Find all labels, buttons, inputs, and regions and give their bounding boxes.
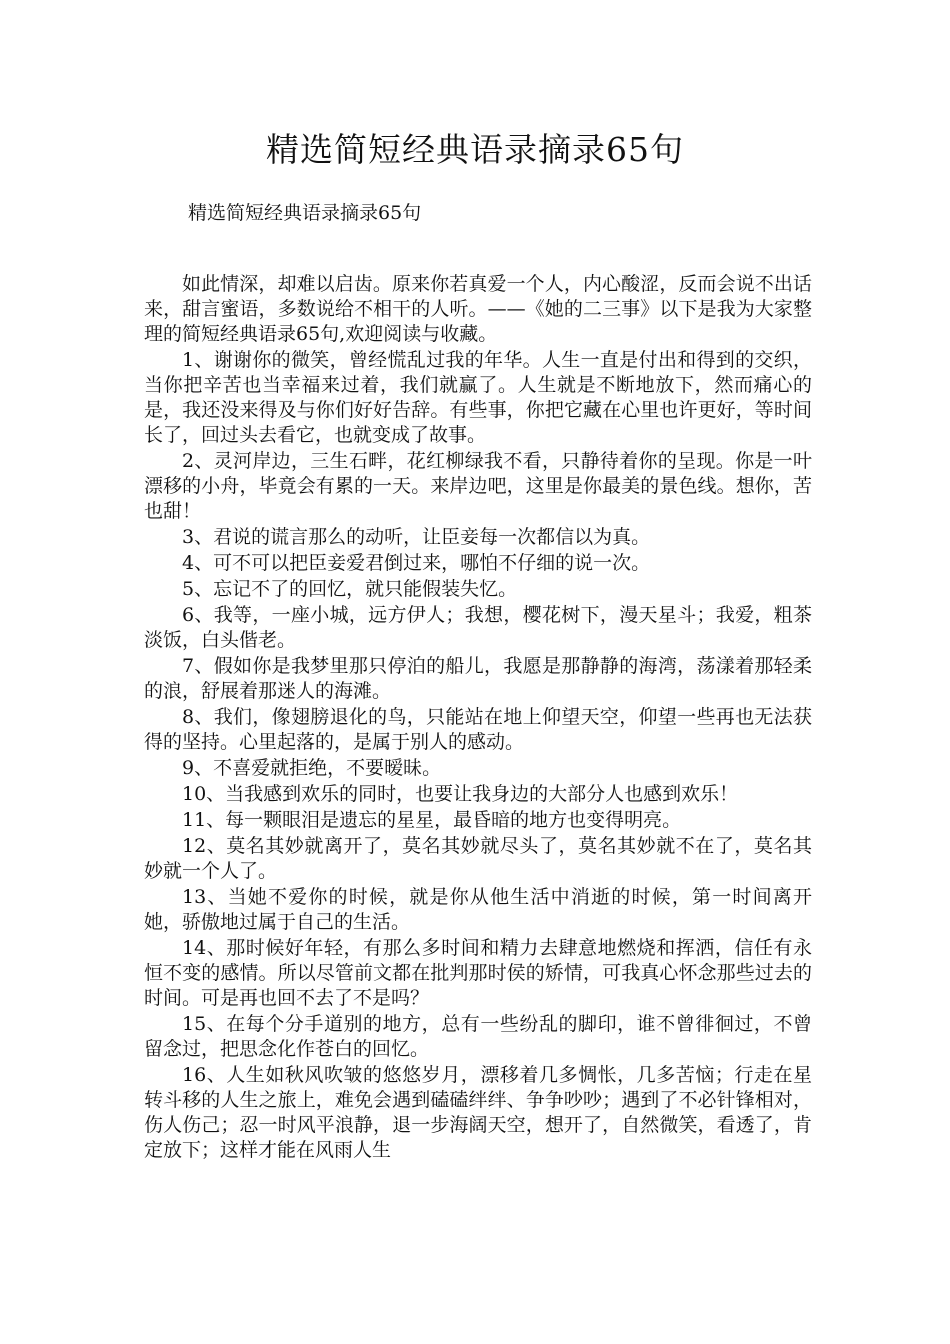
document-body [144, 272, 812, 1164]
document-title: 精选简短经典语录摘录65句 [266, 130, 684, 169]
paragraph: 14、那时候好年轻，有那么多时间和精力去肆意地燃烧和挥洒，信任有永恒不变的感情。所以尽管前文都在批判那时侯的矫情，可我真心怀念那些过去的时间。可是再也回不去了不是吗？ [144, 937, 812, 1009]
paragraph: 1、谢谢你的微笑，曾经慌乱过我的年华。人生一直是付出和得到的交织，当你把辛苦也当幸福来过着，我们就赢了。人生就是不断地放下，然而痛心的是，我还没来得及与你们好好告辞。有些事，你把它藏在心里也许更好，等时间长了，回过头去看它，也就变成了故事。 [144, 349, 812, 446]
paragraph: 6、我等，一座小城，远方伊人；我想，樱花树下，漫天星斗；我爱，粗茶淡饭，白头偕老。 [144, 604, 812, 651]
paragraph: 15、在每个分手道别的地方，总有一些纷乱的脚印，谁不曾徘徊过，不曾留念过，把思念化作苍白的回忆。 [144, 1013, 812, 1060]
paragraph: 11、每一颗眼泪是遗忘的星星，最昏暗的地方也变得明亮。 [182, 809, 682, 831]
paragraph: 4、可不可以把臣妾爱君倒过来，哪怕不仔细的说一次。 [182, 552, 651, 574]
paragraph: 7、假如你是我梦里那只停泊的船儿，我愿是那静静的海湾，荡漾着那轻柔的浪，舒展着那迷人的海滩。 [144, 655, 812, 702]
paragraph: 2、灵河岸边，三生石畔，花红柳绿我不看，只静待着你的呈现。你是一叶漂移的小舟，毕竟会有累的一天。来岸边吧，这里是你最美的景色线。想你，苦也甜！ [144, 450, 812, 522]
paragraph: 13、当她不爱你的时候，就是你从他生活中消逝的时候，第一时间离开她，骄傲地过属于自己的生活。 [144, 886, 812, 933]
paragraph: 8、我们，像翅膀退化的鸟，只能站在地上仰望天空，仰望一些再也无法获得的坚持。心里起落的，是属于别人的感动。 [144, 706, 812, 753]
paragraph: 10、当我感到欢乐的同时，也要让我身边的大部分人也感到欢乐！ [182, 783, 739, 805]
paragraph: 5、忘记不了的回忆，就只能假装失忆。 [182, 578, 518, 600]
paragraph: 9、不喜爱就拒绝，不要暧昧。 [182, 757, 442, 779]
paragraph: 3、君说的谎言那么的动听，让臣妾每一次都信以为真。 [182, 526, 651, 548]
paragraph: 12、莫名其妙就离开了，莫名其妙就尽头了，莫名其妙就不在了，莫名其妙就一个人了。 [144, 835, 812, 882]
paragraph: 16、人生如秋风吹皱的悠悠岁月，漂移着几多惆怅，几多苦恼；行走在星转斗移的人生之旅上，难免会遇到磕磕绊绊、争争吵吵；遇到了不必针锋相对，伤人伤己；忍一时风平浪静，退一步海阔天空，想开了，自然微笑，看透了，肯定放下；这样才能在风雨人生 [144, 1064, 812, 1161]
document-subtitle: 精选简短经典语录摘录65句 [188, 202, 422, 224]
paragraph: 如此情深，却难以启齿。原来你若真爱一个人，内心酸涩，反而会说不出话来，甜言蜜语，多数说给不相干的人听。——《她的二三事》以下是我为大家整理的简短经典语录65句,欢迎阅读与收藏。 [144, 273, 812, 345]
